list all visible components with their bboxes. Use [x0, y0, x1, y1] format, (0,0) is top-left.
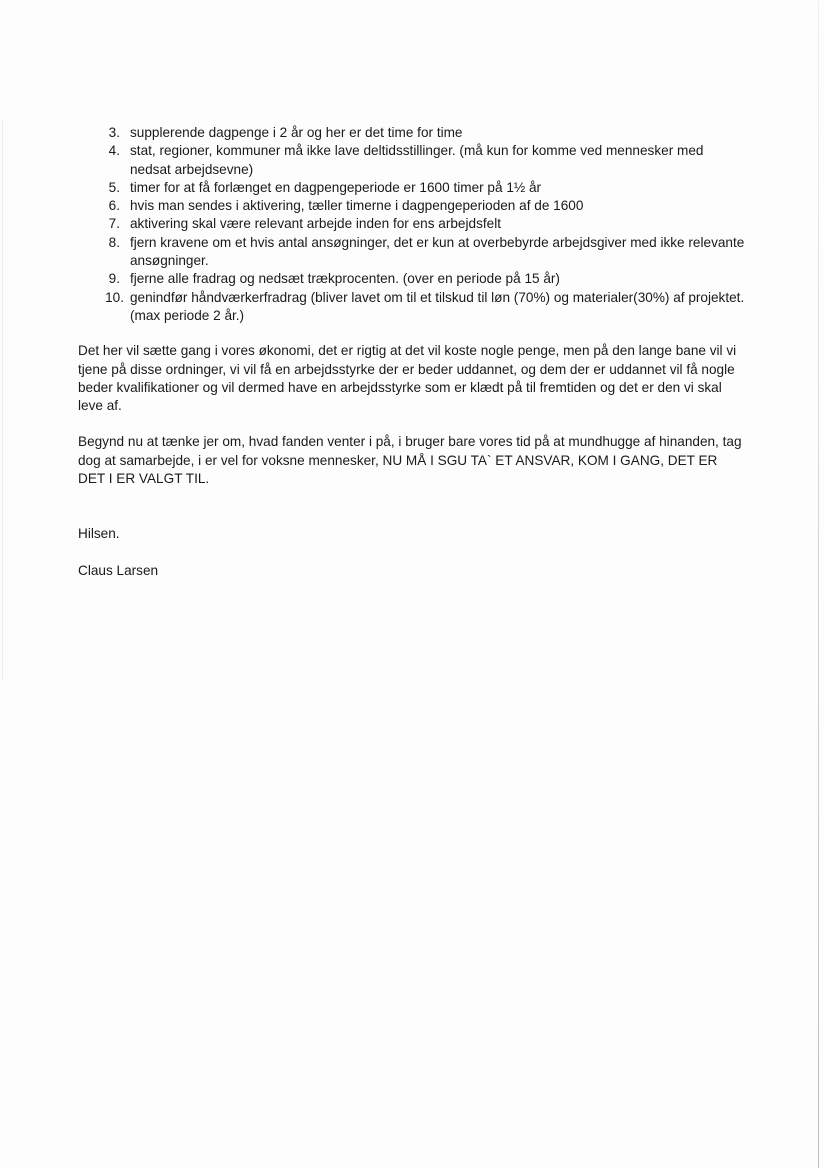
list-number: 7. — [108, 216, 120, 232]
list-text: supplerende dagpenge i 2 år og her er det time for time — [130, 125, 463, 140]
list-item — [78, 270, 748, 288]
list-item — [78, 234, 748, 271]
list-item — [78, 179, 748, 197]
paragraph-appeal: Begynd nu at tænke jer om, hvad fanden venter i på, i bruger bare vores tid på at mundhugge af hinanden, tag dog at samarbejde, i er vel for voksne mennesker, NU MÅ I SGU TA` ET ANSVAR, KOM I GANG, DET ER DET I ER VALGT TIL. — [78, 434, 742, 487]
signature-name: Claus Larsen — [78, 562, 159, 578]
list-item — [78, 289, 748, 326]
numbered-list — [78, 124, 748, 325]
scan-edge — [2, 120, 3, 680]
list-item — [78, 215, 748, 233]
list-text: fjern kravene om et hvis antal ansøgninger, det er kun at overbebyrde arbejdsgiver med ikke relevante ansøgninger. — [130, 234, 745, 269]
list-number: 3. — [108, 125, 120, 140]
list-text: stat, regioner, kommuner må ikke lave deltidsstillinger. (må kun for komme ved mennesker med nedsat arbejdsevne) — [130, 143, 704, 177]
list-text: fjerne alle fradrag og nedsæt trækprocenten. (over en periode på 15 år) — [130, 271, 560, 287]
list-text: timer for at få forlænget en dagpengeperiode er 1600 timer på 1½ år — [130, 179, 542, 195]
scan-edge — [818, 0, 819, 1168]
list-number: 5. — [108, 179, 120, 195]
list-text: genindfør håndværkerfradrag (bliver lavet om til et tilskud til løn (70%) og materialer(30%) af projektet. (max periode 2 år.) — [130, 289, 745, 323]
list-number: 8. — [108, 234, 120, 250]
list-text: aktivering skal være relevant arbejde inden for ens arbejdsfelt — [130, 216, 502, 232]
list-item — [78, 124, 748, 142]
list-text: hvis man sendes i aktivering, tæller timerne i dagpengeperioden af de 1600 — [130, 198, 584, 214]
list-number: 6. — [108, 198, 120, 214]
list-item — [78, 197, 748, 215]
letter-body — [78, 124, 748, 580]
list-number: 9. — [108, 271, 120, 287]
list-number: 10. — [105, 289, 124, 305]
list-item — [78, 142, 748, 179]
paragraph-economy: Det her vil sætte gang i vores økonomi, det er rigtig at det vil koste nogle penge, men på den lange bane vil vi tjene på disse ordninger, vi vil få en arbejdsstyrke der er beder uddannet, og dem der er uddannet vil få nogle beder kvalifikationer og vil dermed have en arbejdsstyrke som er klædt på til fremtiden og det er den vi skal leve af. — [78, 343, 737, 414]
closing-greeting: Hilsen. — [78, 526, 120, 542]
list-number: 4. — [108, 143, 120, 159]
